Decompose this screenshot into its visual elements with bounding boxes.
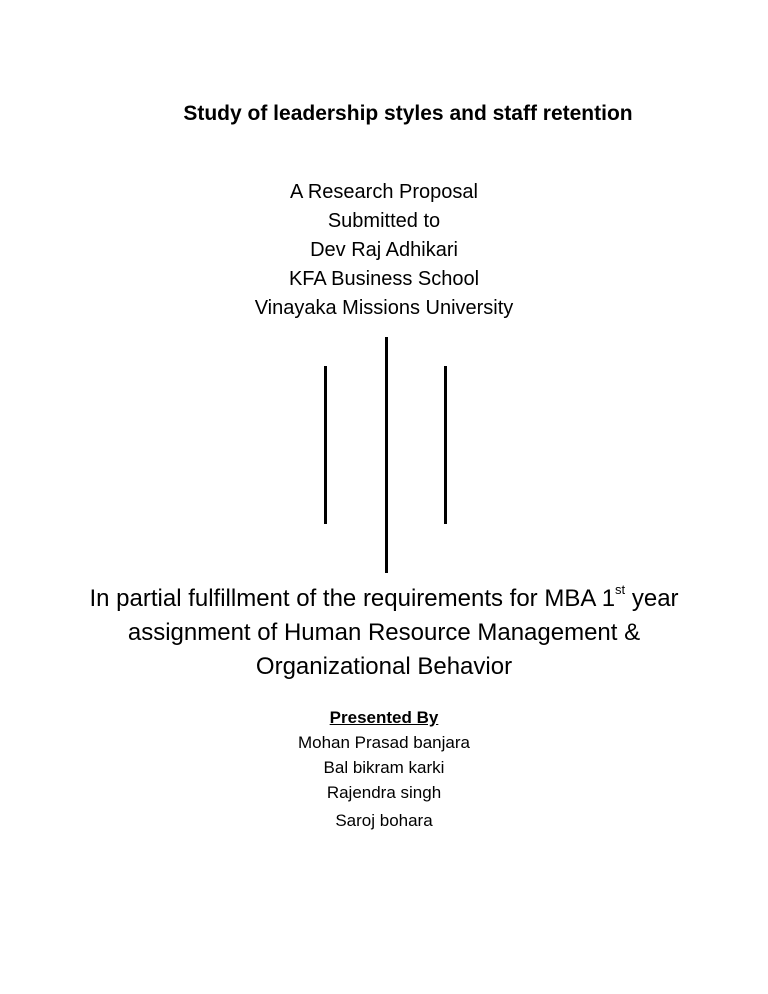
fulfillment-statement — [0, 582, 768, 684]
ordinal-superscript: st — [615, 582, 626, 597]
fulfillment-line-1 — [0, 582, 768, 616]
document-title: Study of leadership styles and staff retention — [183, 102, 633, 125]
university-name: Vinayaka Missions University — [254, 297, 514, 319]
submitted-to-label: Submitted to — [327, 210, 441, 232]
proposal-type: A Research Proposal — [290, 181, 478, 203]
presenter-name: Saroj bohara — [335, 811, 433, 830]
presenter-name: Mohan Prasad banjara — [297, 733, 470, 752]
presenter-name: Bal bikram karki — [323, 758, 445, 777]
decorative-line-left — [324, 366, 327, 524]
fulfillment-line-1-end: year — [625, 585, 679, 612]
recipient-name: Dev Raj Adhikari — [310, 239, 458, 261]
decorative-line-right — [444, 366, 447, 524]
fulfillment-line-3: Organizational Behavior — [255, 653, 513, 680]
fulfillment-line-2: assignment of Human Resource Management & — [127, 619, 641, 646]
decorative-line-center — [385, 337, 388, 573]
school-name: KFA Business School — [288, 268, 480, 290]
proposal-block — [0, 178, 768, 323]
fulfillment-line-1-text: In partial fulfillment of the requirements for MBA 1 — [89, 585, 616, 612]
presenter-name: Rajendra singh — [326, 783, 442, 802]
presenters-block — [0, 705, 768, 833]
presented-by-heading: Presented By — [329, 708, 439, 727]
